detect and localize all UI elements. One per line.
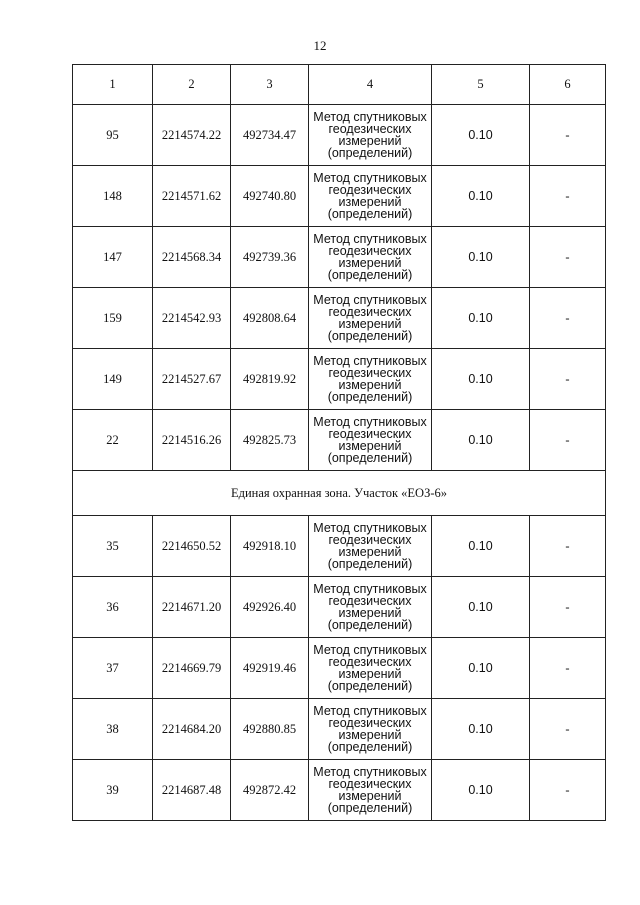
x-coordinate-cell: 2214571.62: [153, 166, 231, 227]
table-row: [73, 516, 606, 577]
method-line: Метод спутниковых: [313, 765, 427, 779]
method-line: Метод спутниковых: [313, 415, 427, 429]
y-coordinate-cell: 492739.36: [231, 227, 309, 288]
method-line: геодезических: [328, 427, 412, 441]
method-line: Метод спутниковых: [313, 704, 427, 718]
method-line: (определений): [327, 146, 413, 160]
point-cell: 159: [73, 288, 153, 349]
method-cell: [309, 349, 432, 410]
point-cell: 36: [73, 577, 153, 638]
accuracy-cell: 0.10: [432, 166, 530, 227]
column-header: 1: [73, 65, 153, 105]
point-cell: 37: [73, 638, 153, 699]
point-cell: 35: [73, 516, 153, 577]
y-coordinate-cell: 492872.42: [231, 760, 309, 821]
method-cell: [309, 288, 432, 349]
note-cell: -: [530, 227, 606, 288]
method-line: измерений: [338, 317, 402, 331]
method-line: (определений): [327, 390, 413, 404]
note-cell: -: [530, 166, 606, 227]
method-line: геодезических: [328, 122, 412, 136]
method-line: измерений: [338, 789, 402, 803]
point-cell: 95: [73, 105, 153, 166]
note-cell: -: [530, 638, 606, 699]
note-cell: -: [530, 577, 606, 638]
accuracy-cell: 0.10: [432, 349, 530, 410]
method-line: геодезических: [328, 594, 412, 608]
method-cell: [309, 105, 432, 166]
x-coordinate-cell: 2214568.34: [153, 227, 231, 288]
method-line: измерений: [338, 606, 402, 620]
table-row: [73, 288, 606, 349]
y-coordinate-cell: 492808.64: [231, 288, 309, 349]
y-coordinate-cell: 492880.85: [231, 699, 309, 760]
table-row: [73, 227, 606, 288]
method-line: геодезических: [328, 366, 412, 380]
method-cell: [309, 410, 432, 471]
table-row: [73, 699, 606, 760]
point-cell: 147: [73, 227, 153, 288]
method-line: геодезических: [328, 716, 412, 730]
method-line: измерений: [338, 667, 402, 681]
method-line: (определений): [327, 451, 413, 465]
method-line: (определений): [327, 207, 413, 221]
method-line: (определений): [327, 740, 413, 754]
accuracy-cell: 0.10: [432, 638, 530, 699]
method-line: геодезических: [328, 533, 412, 547]
column-header: 2: [153, 65, 231, 105]
accuracy-cell: 0.10: [432, 760, 530, 821]
x-coordinate-cell: 2214516.26: [153, 410, 231, 471]
method-line: Метод спутниковых: [313, 582, 427, 596]
method-line: (определений): [327, 618, 413, 632]
table-row: [73, 349, 606, 410]
method-line: геодезических: [328, 244, 412, 258]
method-line: (определений): [327, 679, 413, 693]
method-line: измерений: [338, 728, 402, 742]
method-line: измерений: [338, 134, 402, 148]
note-cell: -: [530, 105, 606, 166]
method-line: геодезических: [328, 183, 412, 197]
point-cell: 38: [73, 699, 153, 760]
method-line: Метод спутниковых: [313, 521, 427, 535]
method-line: Метод спутниковых: [313, 232, 427, 246]
table-row: [73, 166, 606, 227]
header-row: [73, 65, 606, 105]
method-line: геодезических: [328, 655, 412, 669]
method-line: (определений): [327, 557, 413, 571]
accuracy-cell: 0.10: [432, 288, 530, 349]
method-cell: [309, 699, 432, 760]
method-line: Метод спутниковых: [313, 643, 427, 657]
table-row: [73, 105, 606, 166]
coordinates-table: [72, 64, 606, 821]
method-line: (определений): [327, 801, 413, 815]
x-coordinate-cell: 2214687.48: [153, 760, 231, 821]
y-coordinate-cell: 492926.40: [231, 577, 309, 638]
method-line: Метод спутниковых: [313, 171, 427, 185]
column-header: 5: [432, 65, 530, 105]
method-line: Метод спутниковых: [313, 354, 427, 368]
x-coordinate-cell: 2214574.22: [153, 105, 231, 166]
table-row: [73, 410, 606, 471]
method-line: Метод спутниковых: [313, 110, 427, 124]
point-cell: 39: [73, 760, 153, 821]
accuracy-cell: 0.10: [432, 105, 530, 166]
section-row: [73, 471, 606, 516]
accuracy-cell: 0.10: [432, 516, 530, 577]
point-cell: 149: [73, 349, 153, 410]
x-coordinate-cell: 2214669.79: [153, 638, 231, 699]
point-cell: 148: [73, 166, 153, 227]
method-line: геодезических: [328, 305, 412, 319]
section-title: Единая охранная зона. Участок «ЕОЗ-6»: [73, 471, 606, 516]
column-header: 6: [530, 65, 606, 105]
x-coordinate-cell: 2214527.67: [153, 349, 231, 410]
note-cell: -: [530, 288, 606, 349]
accuracy-cell: 0.10: [432, 227, 530, 288]
method-line: (определений): [327, 268, 413, 282]
note-cell: -: [530, 699, 606, 760]
method-line: геодезических: [328, 777, 412, 791]
x-coordinate-cell: 2214542.93: [153, 288, 231, 349]
method-line: измерений: [338, 439, 402, 453]
y-coordinate-cell: 492819.92: [231, 349, 309, 410]
method-cell: [309, 166, 432, 227]
y-coordinate-cell: 492734.47: [231, 105, 309, 166]
note-cell: -: [530, 410, 606, 471]
method-line: (определений): [327, 329, 413, 343]
table-row: [73, 577, 606, 638]
table-row: [73, 760, 606, 821]
accuracy-cell: 0.10: [432, 577, 530, 638]
method-line: измерений: [338, 195, 402, 209]
method-cell: [309, 638, 432, 699]
accuracy-cell: 0.10: [432, 410, 530, 471]
method-cell: [309, 516, 432, 577]
table-row: [73, 638, 606, 699]
method-cell: [309, 760, 432, 821]
y-coordinate-cell: 492918.10: [231, 516, 309, 577]
method-line: Метод спутниковых: [313, 293, 427, 307]
method-line: измерений: [338, 378, 402, 392]
column-header: 3: [231, 65, 309, 105]
column-header: 4: [309, 65, 432, 105]
note-cell: -: [530, 516, 606, 577]
page-number: 12: [313, 38, 327, 53]
accuracy-cell: 0.10: [432, 699, 530, 760]
point-cell: 22: [73, 410, 153, 471]
x-coordinate-cell: 2214650.52: [153, 516, 231, 577]
note-cell: -: [530, 760, 606, 821]
method-cell: [309, 577, 432, 638]
y-coordinate-cell: 492825.73: [231, 410, 309, 471]
method-cell: [309, 227, 432, 288]
y-coordinate-cell: 492740.80: [231, 166, 309, 227]
x-coordinate-cell: 2214671.20: [153, 577, 231, 638]
note-cell: -: [530, 349, 606, 410]
x-coordinate-cell: 2214684.20: [153, 699, 231, 760]
y-coordinate-cell: 492919.46: [231, 638, 309, 699]
method-line: измерений: [338, 256, 402, 270]
method-line: измерений: [338, 545, 402, 559]
